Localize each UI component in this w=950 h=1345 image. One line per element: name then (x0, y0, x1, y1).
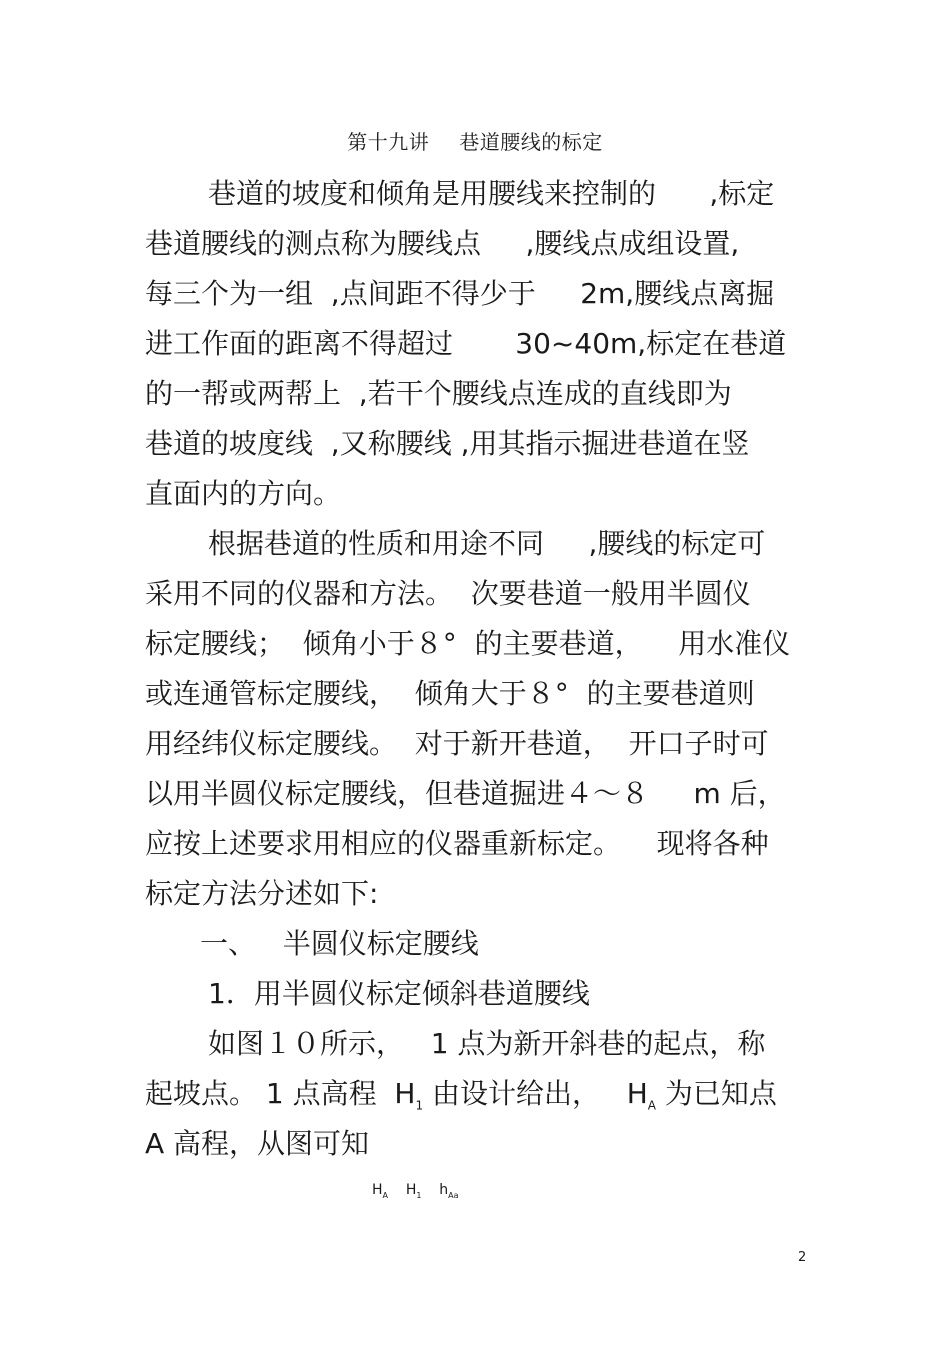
text-line-12: 用经纬仪标定腰线。 对于新开巷道， 开口子时可 (145, 727, 769, 760)
page-title (0, 126, 950, 155)
section-heading: 一、 半圆仪标定腰线 (200, 927, 479, 960)
text-line-6: 巷道的坡度线 ,又称腰线 ,用其指示掘进巷道在竖 (145, 427, 750, 460)
text-line-13: 以用半圆仪标定腰线，但巷道掘进４～８ m 后， (145, 777, 786, 810)
title-lecture-number: 第十九讲 (347, 130, 430, 154)
text-line-4: 进工作面的距离不得超过 30~40m,标定在巷道 (145, 327, 787, 360)
text-line-1: 巷道的坡度和倾角是用腰线来控制的 ,标定 (208, 177, 775, 210)
text-line-11: 或连通管标定腰线， 倾角大于８° 的主要巷道则 (145, 677, 755, 710)
title-topic: 巷道腰线的标定 (459, 130, 603, 154)
text-line-10: 标定腰线； 倾角小于８° 的主要巷道， 用水准仪 (145, 627, 791, 660)
text-line-14: 应按上述要求用相应的仪器重新标定。 现将各种 (145, 827, 769, 860)
text-line-7: 直面内的方向。 (145, 477, 342, 510)
text-line-8: 根据巷道的性质和用途不同 ,腰线的标定可 (208, 527, 766, 560)
page-number: 2 (798, 1250, 807, 1265)
text-line-3: 每三个为一组 ,点间距不得少于 2m,腰线点离掘 (145, 277, 775, 310)
text-line-9: 采用不同的仪器和方法。 次要巷道一般用半圆仪 (145, 577, 751, 610)
text-line-18: 如图１０所示， 1 点为新开斜巷的起点，称 (208, 1027, 766, 1060)
text-line-20: A 高程，从图可知 (145, 1127, 370, 1160)
text-line-2: 巷道腰线的测点称为腰线点 ,腰线点成组设置, (145, 227, 740, 260)
subsection-heading: 1．用半圆仪标定倾斜巷道腰线 (208, 977, 590, 1010)
text-line-15: 标定方法分述如下: (145, 877, 379, 910)
formula: $H_A$ $H_1$ $h_{Aa}$ (372, 1182, 459, 1200)
text-line-19: 起坡点。 1 点高程 $H_1$ 由设计给出， $H_A$ 为已知点 (145, 1077, 777, 1113)
text-line-5: 的一帮或两帮上 ,若干个腰线点连成的直线即为 (145, 377, 732, 410)
